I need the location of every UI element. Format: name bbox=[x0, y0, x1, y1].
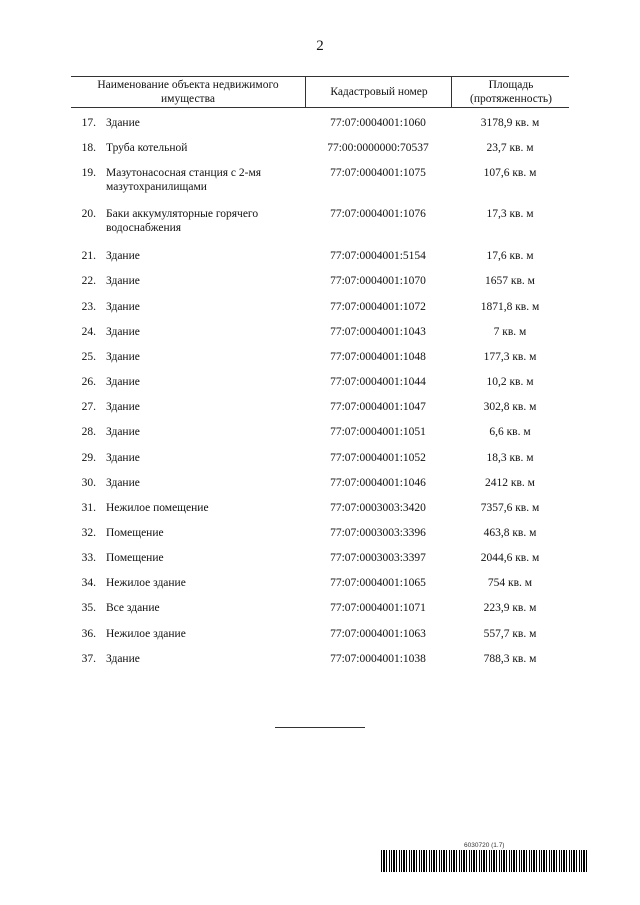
row-number: 30. bbox=[81, 477, 96, 489]
object-name: Здание bbox=[106, 376, 140, 388]
row-number: 24. bbox=[81, 326, 96, 338]
row-number: 37. bbox=[81, 653, 96, 665]
object-name: Здание bbox=[106, 250, 140, 262]
area-value: 17,6 кв. м bbox=[486, 250, 534, 262]
object-name: Здание bbox=[106, 326, 140, 338]
barcode-image bbox=[381, 850, 589, 872]
area-value: 7 кв. м bbox=[493, 326, 527, 338]
cadastral-number: 77:07:0004001:1065 bbox=[330, 577, 426, 589]
cadastral-number: 77:07:0004001:1047 bbox=[330, 401, 426, 413]
area-value: 3178,9 кв. м bbox=[480, 117, 540, 129]
row-number: 33. bbox=[81, 552, 96, 564]
object-name: Здание bbox=[106, 653, 140, 665]
cadastral-number: 77:07:0004001:1075 bbox=[330, 167, 426, 179]
row-number: 35. bbox=[81, 602, 96, 614]
object-name: Помещение bbox=[106, 552, 164, 564]
cadastral-number: 77:07:0004001:1071 bbox=[330, 602, 426, 614]
area-value: 1871,8 кв. м bbox=[480, 301, 540, 313]
row-number: 27. bbox=[81, 401, 96, 413]
cadastral-number: 77:07:0004001:1044 bbox=[330, 376, 426, 388]
row-number: 23. bbox=[81, 301, 96, 313]
object-name: Здание bbox=[106, 275, 140, 287]
cadastral-number: 77:07:0004001:1070 bbox=[330, 275, 426, 287]
cadastral-number: 77:07:0004001:1060 bbox=[330, 117, 426, 129]
cadastral-number: 77:07:0004001:5154 bbox=[330, 250, 426, 262]
object-name: Баки аккумуляторные горячего водоснабжения bbox=[106, 208, 259, 234]
area-value: 557,7 кв. м bbox=[483, 628, 537, 640]
row-number: 34. bbox=[81, 577, 96, 589]
object-name: Здание bbox=[106, 351, 140, 363]
cadastral-number: 77:07:0003003:3396 bbox=[330, 527, 426, 539]
area-value: 754 кв. м bbox=[487, 577, 533, 589]
area-value: 463,8 кв. м bbox=[483, 527, 537, 539]
object-name: Нежилое здание bbox=[106, 577, 186, 589]
row-number: 28. bbox=[81, 426, 96, 438]
cadastral-number: 77:07:0003003:3420 bbox=[330, 502, 426, 514]
area-value: 2412 кв. м bbox=[485, 477, 535, 489]
area-value: 302,8 кв. м bbox=[483, 401, 537, 413]
footer-divider bbox=[275, 727, 365, 728]
cadastral-number: 77:00:0000000:70537 bbox=[327, 142, 429, 154]
header-area: Площадь (протяженность) bbox=[451, 77, 570, 107]
row-number: 31. bbox=[81, 502, 96, 514]
area-value: 18,3 кв. м bbox=[486, 452, 534, 464]
object-name: Помещение bbox=[106, 527, 164, 539]
object-name: Труба котельной bbox=[106, 142, 188, 154]
cadastral-number: 77:07:0004001:1063 bbox=[330, 628, 426, 640]
object-name: Нежилое помещение bbox=[106, 502, 209, 514]
cadastral-number: 77:07:0003003:3397 bbox=[330, 552, 426, 564]
object-name: Мазутонасосная станция с 2-мя мазутохранилищами bbox=[106, 167, 262, 193]
object-name: Здание bbox=[106, 477, 140, 489]
object-name: Здание bbox=[106, 452, 140, 464]
row-number: 18. bbox=[81, 142, 96, 154]
row-number: 25. bbox=[81, 351, 96, 363]
table-header bbox=[71, 76, 569, 108]
row-number: 17. bbox=[81, 117, 96, 129]
cadastral-number: 77:07:0004001:1072 bbox=[330, 301, 426, 313]
row-number: 32. bbox=[81, 527, 96, 539]
area-value: 23,7 кв. м bbox=[486, 142, 534, 154]
cadastral-number: 77:07:0004001:1048 bbox=[330, 351, 426, 363]
object-name: Все здание bbox=[106, 602, 160, 614]
row-number: 22. bbox=[81, 275, 96, 287]
document-code: 6030720 (1.7) bbox=[464, 842, 505, 849]
area-value: 2044,6 кв. м bbox=[480, 552, 540, 564]
row-number: 21. bbox=[81, 250, 96, 262]
area-value: 788,3 кв. м bbox=[483, 653, 537, 665]
row-number: 36. bbox=[81, 628, 96, 640]
cadastral-number: 77:07:0004001:1052 bbox=[330, 452, 426, 464]
cadastral-number: 77:07:0004001:1076 bbox=[330, 208, 426, 220]
object-name: Здание bbox=[106, 301, 140, 313]
header-cadastral: Кадастровый номер bbox=[305, 77, 452, 107]
header-name: Наименование объекта недвижимого имущества bbox=[97, 79, 279, 105]
page-number: 2 bbox=[316, 38, 324, 54]
row-number: 29. bbox=[81, 452, 96, 464]
area-value: 7357,6 кв. м bbox=[480, 502, 540, 514]
row-number: 20. bbox=[81, 208, 96, 220]
area-value: 1657 кв. м bbox=[485, 275, 535, 287]
area-value: 223,9 кв. м bbox=[483, 602, 537, 614]
area-value: 107,6 кв. м bbox=[483, 167, 537, 179]
cadastral-number: 77:07:0004001:1043 bbox=[330, 326, 426, 338]
area-value: 17,3 кв. м bbox=[486, 208, 534, 220]
cadastral-number: 77:07:0004001:1051 bbox=[330, 426, 426, 438]
cadastral-number: 77:07:0004001:1038 bbox=[330, 653, 426, 665]
area-value: 10,2 кв. м bbox=[486, 376, 534, 388]
cadastral-number: 77:07:0004001:1046 bbox=[330, 477, 426, 489]
row-number: 19. bbox=[81, 167, 96, 179]
object-name: Нежилое здание bbox=[106, 628, 186, 640]
object-name: Здание bbox=[106, 117, 140, 129]
row-number: 26. bbox=[81, 376, 96, 388]
area-value: 6,6 кв. м bbox=[489, 426, 531, 438]
object-name: Здание bbox=[106, 401, 140, 413]
object-name: Здание bbox=[106, 426, 140, 438]
area-value: 177,3 кв. м bbox=[483, 351, 537, 363]
